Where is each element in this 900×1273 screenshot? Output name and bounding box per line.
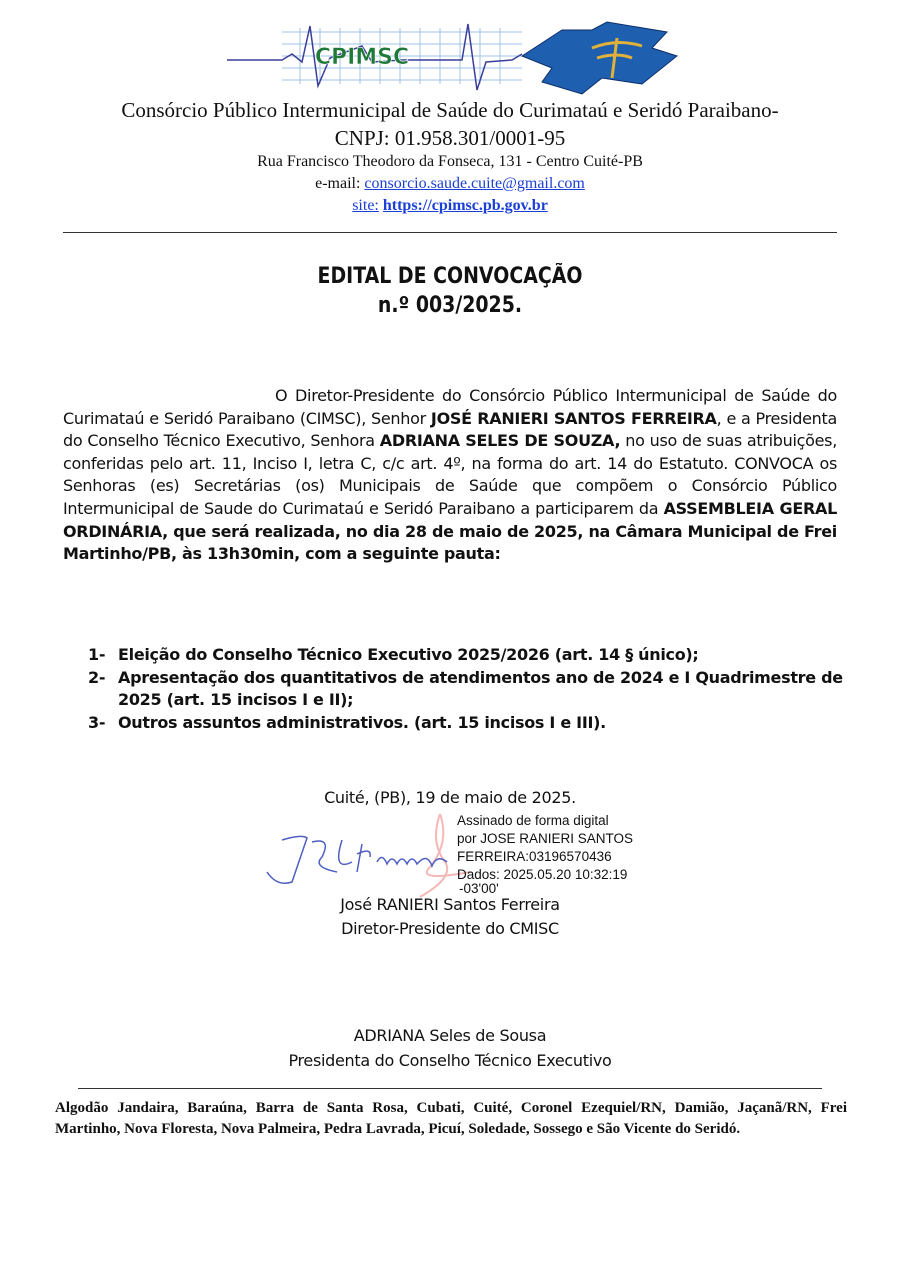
agenda-text: Apresentação dos quantitativos de atendimentos ano de 2024 e I Quadrimestre de 2025 (art. 15 incisos I e II); [118,667,843,710]
agenda-item [88,667,868,712]
signer1-name: José RANIERI Santos Ferreira [340,895,560,914]
agenda-number: 2- [88,667,106,687]
handwritten-signature [262,832,462,892]
stamp-line: por JOSE RANIERI SANTOS [457,831,634,846]
date-line: Cuité, (PB), 19 de maio de 2025. [324,788,576,807]
org-name: Consórcio Público Intermunicipal de Saúde do Curimataú e Seridó Paraibano- [121,98,779,122]
org-address: Rua Francisco Theodoro da Fonseca, 131 - Centro Cuité-PB [257,153,643,170]
stamp-line: Dados: 2025.05.20 10:32:19 [457,867,628,882]
assembly-details: ASSEMBLEIA GERAL ORDINÁRIA, que será realizada, no dia 28 de maio de 2025, na Câmara Municipal de Frei Martinho/PB, às 13h30min, com a seguinte pauta: [63,498,838,564]
signer2-name: ADRIANA Seles de Sousa [353,1026,547,1045]
digital-signature-stamp [457,812,633,898]
agenda-text: Outros assuntos administrativos. (art. 15 incisos I e III). [118,712,606,732]
org-email-line [0,175,900,193]
agenda-item [88,712,868,735]
org-site-line [0,197,900,215]
svg-text:CPIMSC: CPIMSC [314,45,410,70]
member-municipalities: Algodão Jandaira, Baraúna, Barra de Santa Rosa, Cubati, Cuité, Coronel Ezequiel/RN, Damião, Jaçanã/RN, Frei Martinho, Nova Floresta, Nova Palmeira, Pedra Lavrada, Picuí, Soledade, Sossego e São Vicente do Seridó. [55,1100,847,1137]
email-label: e-mail: [315,175,365,192]
signer1-role: Diretor-Presidente do CMISC [341,919,559,938]
cpimsc-logo [222,18,682,96]
director-name: JOSÉ RANIERI SANTOS FERREIRA [430,408,717,428]
stamp-line: FERREIRA:03196570436 [457,849,612,864]
convocation-paragraph [63,385,837,566]
agenda-text: Eleição do Conselho Técnico Executivo 2025/2026 (art. 14 § único); [118,645,699,664]
org-cnpj: CNPJ: 01.958.301/0001-95 [334,126,566,150]
paragraph-text: , e a Presidenta do Conselho Técnico Executivo, Senhora [63,408,837,451]
header-divider [63,232,837,233]
title-line-2: n.º 003/2025. [377,293,523,318]
agenda-number: 1- [88,645,106,664]
president-name: ADRIANA SELES DE SOUZA, [379,431,621,451]
agenda-item [88,644,868,667]
site-label[interactable]: site: [352,197,379,214]
paragraph-text: no uso de suas atribuições, conferidas pelo art. 11, Inciso I, letra C, c/c art. 4º, na forma do art. 14 do Estatuto. CONVOCA os Senhoras (es) Secretárias (os) Municipais de Saúde que compõem o Consórcio Público Intermunicipal de Saude do Curimataú e Seridó Paraibano a participarem da [63,431,837,518]
email-link[interactable]: consorcio.saude.cuite@gmail.com [364,175,585,192]
agenda-number: 3- [88,712,106,732]
document-title [63,262,837,320]
footer-divider [78,1088,822,1089]
signer2-role: Presidenta do Conselho Técnico Executivo [288,1051,612,1070]
title-line-1: EDITAL DE CONVOCAÇÃO [317,264,583,289]
paragraph-text: O Diretor-Presidente do Consórcio Público Intermunicipal de Saúde do Curimataú e Seridó Paraibano (CIMSC), Senhor [63,386,837,428]
stamp-line: -03'00' [459,881,499,896]
agenda-list [88,644,868,734]
stamp-line: Assinado de forma digital [457,813,609,828]
site-link[interactable]: https://cpimsc.pb.gov.br [382,197,548,214]
